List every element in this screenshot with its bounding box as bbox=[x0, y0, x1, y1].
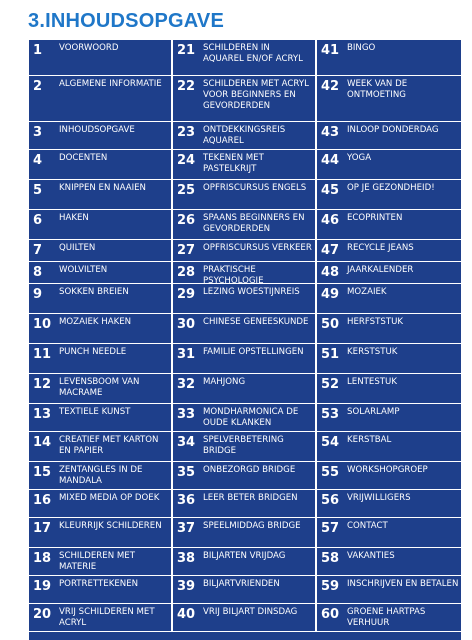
toc-entry[interactable] bbox=[173, 404, 317, 432]
toc-entry-number: 48 bbox=[321, 265, 340, 280]
toc-entry-title: VOORWOORD bbox=[59, 43, 119, 53]
toc-entry-number: 53 bbox=[321, 407, 340, 422]
toc-entry-number: 22 bbox=[177, 79, 196, 94]
toc-entry[interactable] bbox=[317, 374, 461, 404]
toc-entry[interactable] bbox=[173, 284, 317, 314]
toc-entry[interactable] bbox=[173, 150, 317, 180]
toc-entry[interactable] bbox=[173, 604, 317, 632]
toc-entry-title: MONDHARMONICA DE OUDE KLANKEN bbox=[203, 407, 299, 428]
toc-entry[interactable] bbox=[317, 462, 461, 490]
toc-entry[interactable] bbox=[317, 284, 461, 314]
toc-entry-title: HAKEN bbox=[59, 213, 89, 223]
toc-entry-title: SCHILDEREN MET MATERIE bbox=[59, 551, 135, 572]
toc-entry-title: SPELVERBETERING BRIDGE bbox=[203, 435, 284, 456]
toc-entry-number: 57 bbox=[321, 521, 340, 536]
toc-entry-number: 20 bbox=[33, 607, 52, 622]
toc-entry[interactable] bbox=[29, 518, 173, 548]
toc-entry[interactable] bbox=[173, 240, 317, 262]
toc-entry-number: 11 bbox=[33, 347, 52, 362]
toc-entry[interactable] bbox=[317, 40, 461, 76]
toc-entry-title: WOLVILTEN bbox=[59, 265, 108, 275]
toc-entry[interactable] bbox=[317, 576, 461, 604]
toc-entry-number: 46 bbox=[321, 213, 340, 228]
toc-entry-number: 2 bbox=[33, 79, 43, 94]
toc-entry[interactable] bbox=[317, 518, 461, 548]
toc-entry-title: MOZAIEK HAKEN bbox=[59, 317, 132, 327]
toc-entry[interactable] bbox=[29, 76, 173, 122]
toc-entry-number: 47 bbox=[321, 243, 340, 258]
toc-entry-number: 26 bbox=[177, 213, 196, 228]
toc-entry[interactable] bbox=[173, 210, 317, 240]
toc-entry-number: 4 bbox=[33, 153, 43, 168]
toc-entry-number: 21 bbox=[177, 43, 196, 58]
toc-entry[interactable] bbox=[173, 548, 317, 576]
toc-entry-number: 40 bbox=[177, 607, 196, 622]
toc-entry[interactable] bbox=[29, 210, 173, 240]
toc-entry-number: 43 bbox=[321, 125, 340, 140]
toc-entry[interactable] bbox=[317, 548, 461, 576]
toc-entry-title: FAMILIE OPSTELLINGEN bbox=[203, 347, 304, 357]
toc-entry-number: 16 bbox=[33, 493, 52, 508]
toc-entry-number: 33 bbox=[177, 407, 196, 422]
toc-entry-title: DOCENTEN bbox=[59, 153, 108, 163]
toc-entry-number: 51 bbox=[321, 347, 340, 362]
toc-entry-title: MIXED MEDIA OP DOEK bbox=[59, 493, 160, 503]
toc-entry-title: LEZING WOESTIJNREIS bbox=[203, 287, 300, 297]
toc-entry-number: 24 bbox=[177, 153, 196, 168]
toc-entry-title: CHINESE GENEESKUNDE bbox=[203, 317, 309, 327]
toc-entry[interactable] bbox=[29, 432, 173, 462]
toc-entry-title: VRIJ SCHILDEREN MET ACRYL bbox=[59, 607, 155, 628]
toc-entry[interactable] bbox=[29, 284, 173, 314]
toc-entry[interactable] bbox=[317, 150, 461, 180]
toc-entry-title: ALGEMENE INFORMATIE bbox=[59, 79, 162, 89]
toc-entry-number: 1 bbox=[33, 43, 43, 58]
toc-entry[interactable] bbox=[29, 490, 173, 518]
toc-entry-title: CREATIEF MET KARTON EN PAPIER bbox=[59, 435, 159, 456]
toc-entry-title: KLEURRIJK SCHILDEREN bbox=[59, 521, 162, 531]
toc-entry-number: 23 bbox=[177, 125, 196, 140]
toc-entry-number: 37 bbox=[177, 521, 196, 536]
toc-entry[interactable] bbox=[317, 76, 461, 122]
toc-entry-number: 32 bbox=[177, 377, 196, 392]
toc-entry[interactable] bbox=[29, 180, 173, 210]
toc-entry[interactable] bbox=[29, 240, 173, 262]
toc-entry[interactable] bbox=[317, 604, 461, 632]
toc-entry-number: 56 bbox=[321, 493, 340, 508]
toc-entry-title: SPEELMIDDAG BRIDGE bbox=[203, 521, 301, 531]
toc-entry-title: ONTDEKKINGSREIS AQUAREL bbox=[203, 125, 286, 146]
table-of-contents bbox=[29, 40, 461, 640]
toc-entry-number: 5 bbox=[33, 183, 43, 198]
toc-entry[interactable] bbox=[173, 76, 317, 122]
toc-entry[interactable] bbox=[173, 40, 317, 76]
toc-entry[interactable] bbox=[29, 374, 173, 404]
toc-entry-title: BILJARTVRIENDEN bbox=[203, 579, 280, 589]
toc-entry-title: OPFRISCURSUS ENGELS bbox=[203, 183, 307, 193]
toc-entry-title: LENTESTUK bbox=[347, 377, 397, 387]
toc-entry-title: RECYCLE JEANS bbox=[347, 243, 414, 253]
toc-entry[interactable] bbox=[29, 150, 173, 180]
toc-entry-title: SOLARLAMP bbox=[347, 407, 400, 417]
toc-entry[interactable] bbox=[29, 462, 173, 490]
toc-entry-number: 6 bbox=[33, 213, 43, 228]
toc-entry-title: HERFSTSTUK bbox=[347, 317, 403, 327]
toc-entry-number: 45 bbox=[321, 183, 340, 198]
toc-entry-number: 50 bbox=[321, 317, 340, 332]
toc-entry-title: VRIJ BILJART DINSDAG bbox=[203, 607, 298, 617]
toc-entry-title: PORTRETTEKENEN bbox=[59, 579, 139, 589]
toc-entry[interactable] bbox=[317, 404, 461, 432]
toc-entry-title: PUNCH NEEDLE bbox=[59, 347, 127, 357]
toc-entry[interactable] bbox=[317, 210, 461, 240]
toc-entry-title: KNIPPEN EN NAAIEN bbox=[59, 183, 146, 193]
toc-entry-number: 19 bbox=[33, 579, 52, 594]
toc-entry-title: BINGO bbox=[347, 43, 376, 53]
page-title: 3.INHOUDSOPGAVE bbox=[28, 10, 224, 32]
toc-entry-title: VRIJWILLIGERS bbox=[347, 493, 411, 503]
toc-entry-title: SOKKEN BREIEN bbox=[59, 287, 129, 297]
toc-entry-title: OP JE GEZONDHEID! bbox=[347, 183, 435, 193]
toc-entry-number: 55 bbox=[321, 465, 340, 480]
toc-entry-number: 10 bbox=[33, 317, 52, 332]
toc-entry-title: MOZAIEK bbox=[347, 287, 387, 297]
toc-entry-title: KERSTSTUK bbox=[347, 347, 398, 357]
toc-entry[interactable] bbox=[317, 240, 461, 262]
toc-entry-number: 25 bbox=[177, 183, 196, 198]
toc-entry-title: TEXTIELE KUNST bbox=[59, 407, 131, 417]
toc-entry[interactable] bbox=[29, 314, 173, 344]
toc-entry-title: KERSTBAL bbox=[347, 435, 392, 445]
toc-entry-number: 54 bbox=[321, 435, 340, 450]
toc-entry[interactable] bbox=[29, 604, 173, 632]
toc-entry-number: 7 bbox=[33, 243, 43, 258]
toc-entry[interactable] bbox=[173, 432, 317, 462]
toc-entry-number: 38 bbox=[177, 551, 196, 566]
toc-entry[interactable] bbox=[29, 40, 173, 76]
toc-entry-title: WORKSHOPGROEP bbox=[347, 465, 428, 475]
toc-entry-title: OPFRISCURSUS VERKEER bbox=[203, 243, 312, 253]
toc-entry[interactable] bbox=[173, 374, 317, 404]
toc-entry-number: 36 bbox=[177, 493, 196, 508]
toc-entry-number: 42 bbox=[321, 79, 340, 94]
toc-entry[interactable] bbox=[173, 314, 317, 344]
toc-entry[interactable] bbox=[317, 180, 461, 210]
toc-entry-title: INSCHRIJVEN EN BETALEN bbox=[347, 579, 459, 589]
toc-entry[interactable] bbox=[29, 404, 173, 432]
toc-entry-title: SCHILDEREN IN AQUAREL EN/OF ACRYL bbox=[203, 43, 303, 64]
toc-entry[interactable] bbox=[317, 262, 461, 284]
toc-entry-title: LEER BETER BRIDGEN bbox=[203, 493, 298, 503]
toc-entry-number: 8 bbox=[33, 265, 43, 280]
toc-entry-title: CONTACT bbox=[347, 521, 388, 531]
toc-entry-title: INLOOP DONDERDAG bbox=[347, 125, 439, 135]
toc-entry-title: MAHJONG bbox=[203, 377, 246, 387]
toc-entry[interactable] bbox=[173, 518, 317, 548]
toc-entry[interactable] bbox=[173, 122, 317, 150]
toc-entry[interactable] bbox=[317, 122, 461, 150]
toc-entry-number: 35 bbox=[177, 465, 196, 480]
toc-entry[interactable] bbox=[317, 490, 461, 518]
toc-entry-title: BILJARTEN VRIJDAG bbox=[203, 551, 286, 561]
toc-entry-title: ECOPRINTEN bbox=[347, 213, 403, 223]
toc-entry[interactable] bbox=[317, 432, 461, 462]
toc-entry[interactable] bbox=[317, 344, 461, 374]
toc-entry-number: 31 bbox=[177, 347, 196, 362]
toc-entry-title: INHOUDSOPGAVE bbox=[59, 125, 135, 135]
toc-entry-number: 58 bbox=[321, 551, 340, 566]
toc-entry-number: 52 bbox=[321, 377, 340, 392]
toc-entry-number: 59 bbox=[321, 579, 340, 594]
toc-entry-number: 39 bbox=[177, 579, 196, 594]
toc-entry-number: 9 bbox=[33, 287, 43, 302]
toc-entry[interactable] bbox=[173, 180, 317, 210]
toc-entry-title: ONBEZORGD BRIDGE bbox=[203, 465, 296, 475]
toc-entry-number: 17 bbox=[33, 521, 52, 536]
toc-entry[interactable] bbox=[173, 344, 317, 374]
toc-entry-title: ZENTANGLES IN DE MANDALA bbox=[59, 465, 143, 486]
toc-entry-number: 18 bbox=[33, 551, 52, 566]
toc-entry-title: SCHILDEREN MET ACRYL VOOR BEGINNERS EN GEVORDERDEN bbox=[203, 79, 309, 111]
toc-entry-number: 14 bbox=[33, 435, 52, 450]
toc-entry[interactable] bbox=[317, 314, 461, 344]
toc-entry-number: 27 bbox=[177, 243, 196, 258]
toc-entry-title: SPAANS BEGINNERS EN GEVORDERDEN bbox=[203, 213, 305, 234]
toc-entry[interactable] bbox=[29, 344, 173, 374]
toc-entry-number: 49 bbox=[321, 287, 340, 302]
toc-entry-number: 28 bbox=[177, 265, 196, 280]
toc-entry-title: TEKENEN MET PASTELKRIJT bbox=[203, 153, 264, 174]
toc-entry-title: YOGA bbox=[347, 153, 372, 163]
toc-entry-title: WEEK VAN DE ONTMOETING bbox=[347, 79, 408, 100]
toc-entry-title: QUILTEN bbox=[59, 243, 96, 253]
toc-entry-number: 41 bbox=[321, 43, 340, 58]
toc-entry[interactable] bbox=[173, 462, 317, 490]
toc-entry-title: JAARKALENDER bbox=[347, 265, 414, 275]
toc-entry[interactable] bbox=[173, 576, 317, 604]
toc-entry-title: VAKANTIES bbox=[347, 551, 395, 561]
toc-entry-number: 15 bbox=[33, 465, 52, 480]
toc-entry-number: 30 bbox=[177, 317, 196, 332]
toc-entry-number: 34 bbox=[177, 435, 196, 450]
toc-entry-title: GROENE HARTPAS VERHUUR bbox=[347, 607, 426, 628]
toc-entry[interactable] bbox=[29, 122, 173, 150]
toc-entry[interactable] bbox=[29, 576, 173, 604]
toc-entry[interactable] bbox=[29, 262, 173, 284]
toc-entry-number: 13 bbox=[33, 407, 52, 422]
toc-entry-title: LEVENSBOOM VAN MACRAME bbox=[59, 377, 140, 398]
toc-entry-title: PRAKTISCHE PSYCHOLOGIE bbox=[203, 265, 264, 284]
toc-entry-number: 29 bbox=[177, 287, 196, 302]
toc-entry[interactable] bbox=[173, 262, 317, 284]
toc-entry-number: 12 bbox=[33, 377, 52, 392]
toc-entry[interactable] bbox=[29, 548, 173, 576]
toc-entry-number: 3 bbox=[33, 125, 43, 140]
toc-entry-number: 60 bbox=[321, 607, 340, 622]
toc-entry-number: 44 bbox=[321, 153, 340, 168]
toc-entry[interactable] bbox=[173, 490, 317, 518]
